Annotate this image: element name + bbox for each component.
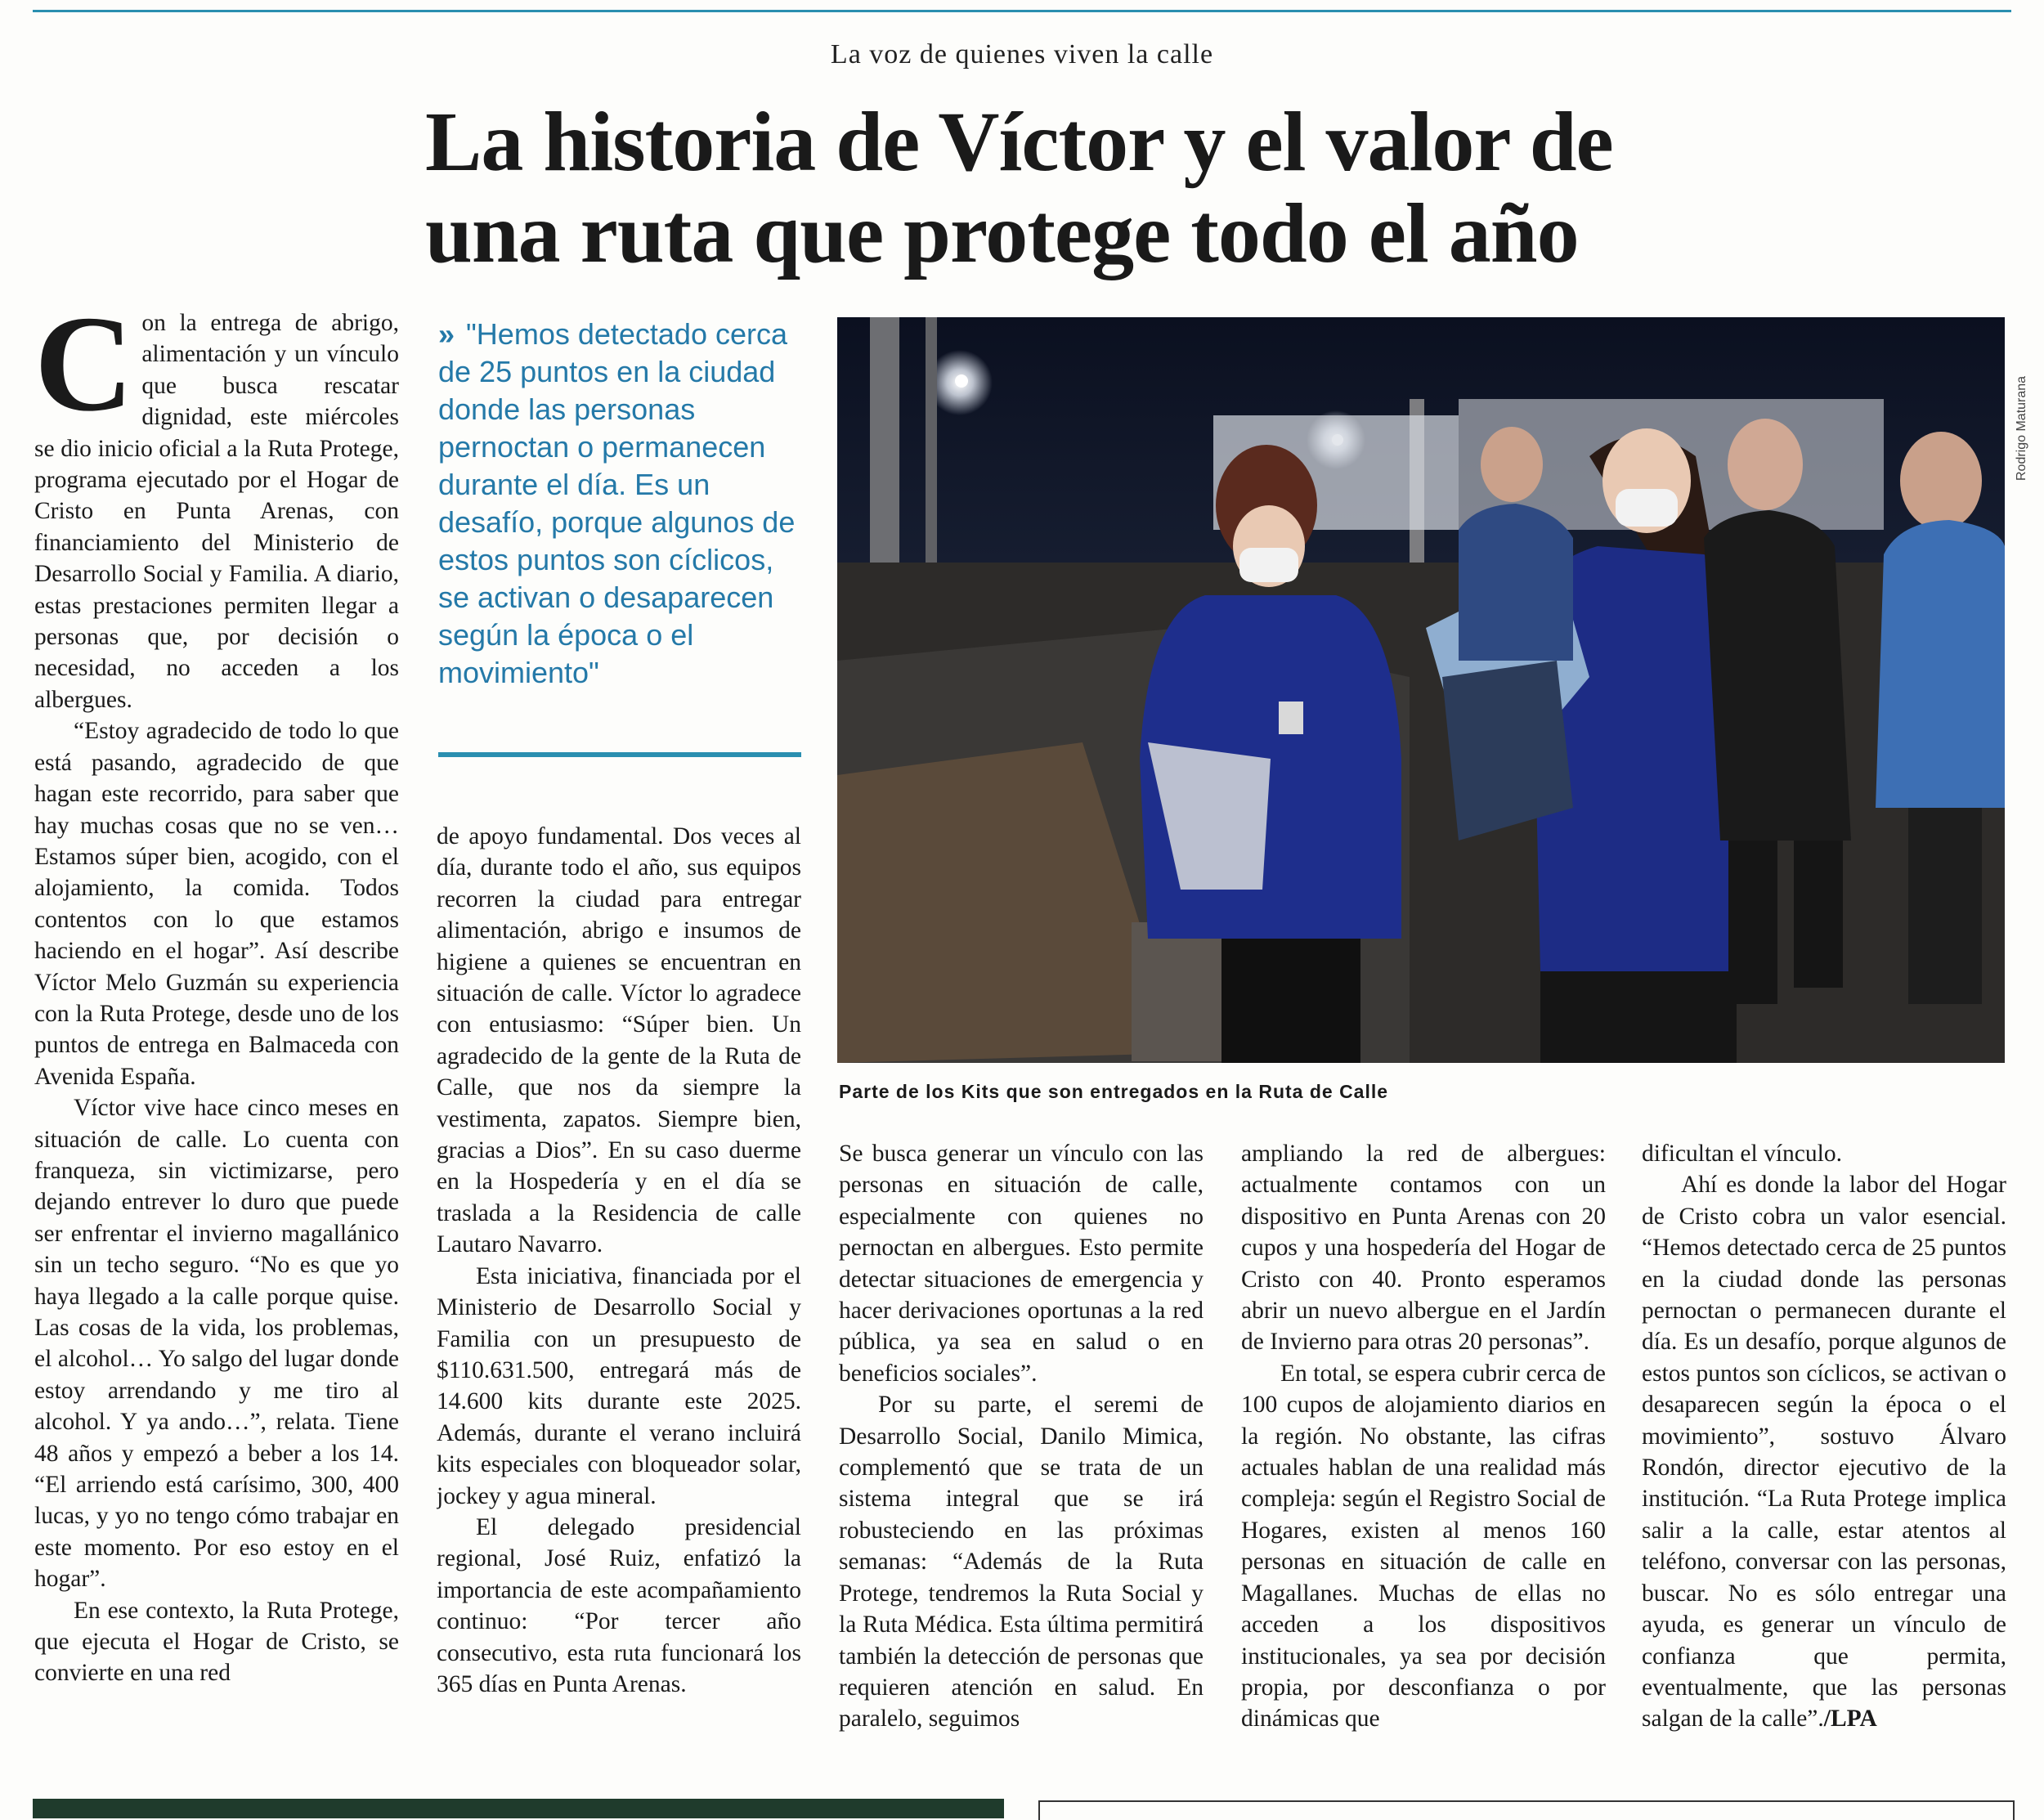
headline-line-1: La historia de Víctor y el valor de xyxy=(425,95,1613,189)
column-1 xyxy=(34,307,399,1771)
col5-paragraph-2-text: Ahí es donde la labor del Hogar de Cristo cobra un valor esencial. “Hemos detectado cerca de 25 puntos en la ciudad donde las personas pernoctan o permanecen durante el día. Es un desafío, porque algunos de estos puntos son cíclicos, se activan o desaparecen según la época o el movimiento”, sostuvo Álvaro Rondón, director ejecutivo de la institución. “La Ruta Protege implica salir a la calle, estar atentos al teléfono, conversar con las personas, buscar. No es sólo entregar una ayuda, es generar un vínculo de confianza que permita, eventualmente, que las personas salgan de la calle”. xyxy=(1642,1172,2006,1733)
photo-credit: Rodrigo Maturana xyxy=(2015,375,2028,481)
col2-paragraph-2: Esta iniciativa, financiada por el Ministerio de Desarrollo Social y Familia con un presupuesto de $110.631.500, entregará más de 14.600 kits durante este 2025. Además, durante el verano incluirá kits especiales con bloqueador solar, jockey y agua mineral. xyxy=(437,1262,801,1509)
kicker: La voz de quienes viven la calle xyxy=(830,39,1214,69)
col1-paragraph-3: Víctor vive hace cinco meses en situación de calle. Lo cuenta con franqueza, sin victimizarse, pero dejando entrever lo duro que puede ser enfrentar el invierno magallánico sin un techo seguro. “No es que yo haya llegado a la calle porque quise. Las cosas de la vida, los problemas, el alcohol… Yo salgo del lugar donde estoy arrendando y me tiro al alcohol. Y ya ando…”, relata. Tiene 48 años y empezó a beber a los 14. “El arriendo está carísimo, 300, 400 lucas, y yo no tengo cómo trabajar en este momento. Por eso estoy en el hogar”. xyxy=(34,1095,399,1593)
col2-paragraph-3: El delegado presidencial regional, José Ruiz, enfatizó la importancia de este acompañamiento continuo: “Por tercer año consecutivo, esta ruta funcionará los 365 días en Punta Arenas. xyxy=(437,1513,801,1697)
col3-paragraph-2: Por su parte, el seremi de Desarrollo Social, Danilo Mimica, complementó que se trata de un sistema integral que se irá robusteciendo en las próximas semanas: “Además de la Ruta Protege, tendremos la Ruta Social y la Ruta Médica. Esta última permitirá también la detección de personas que requieren atención en salud. En paralelo, seguimos xyxy=(839,1392,1204,1733)
column-3 xyxy=(839,1138,1204,1774)
col4-paragraph-1: ampliando la red de albergues: actualmente contamos con un dispositivo en Punta Arenas con 20 cupos y una hospedería del Hogar de Cristo con 40. Pronto esperamos abrir un nuevo albergue en el Jardín de Invierno para otras 20 personas”. xyxy=(1241,1141,1606,1356)
top-rule xyxy=(33,0,2011,12)
col1-paragraph-1-text: on la entrega de abrigo, alimentación y un vínculo que busca rescatar dignidad, este miércoles se dio inicio oficial a la Ruta Protege, programa ejecutado por el Hogar de Cristo en Punta Arenas, con financiamiento del Ministerio de Desarrollo Social y Familia. A diario, estas prestaciones permiten llegar a personas que, por decisión o necesidad, no acceden a los albergues. xyxy=(34,310,399,713)
column-4 xyxy=(1241,1138,1606,1774)
col1-paragraph-2: “Estoy agradecido de todo lo que está pasando, agradecido de que hagan este recorrido, para saber que hay muchas cosas que no se ven… Estamos súper bien, acogido, con el alojamiento, la comida. Todos contentos con lo que estamos haciendo en el hogar”. Así describe Víctor Melo Guzmán su experiencia con la Ruta Protege, desde uno de los puntos de entrega en Balmaceda con Avenida España. xyxy=(34,718,399,1090)
pull-quote-rule xyxy=(438,752,801,757)
headline xyxy=(425,96,1652,280)
col1-paragraph-1 xyxy=(34,307,399,715)
headline-line-2: una ruta que protege todo el año xyxy=(425,186,1579,280)
col1-paragraph-4: En ese contexto, la Ruta Protege, que ejecuta el Hogar de Cristo, se convierte en una red xyxy=(34,1597,399,1687)
pull-quote xyxy=(438,316,798,692)
signature: /LPA xyxy=(1823,1706,1877,1733)
footer-ad-right xyxy=(1038,1800,2015,1820)
footer-ad-left xyxy=(33,1799,1004,1818)
photo-caption: Parte de los Kits que son entregados en la Ruta de Calle xyxy=(839,1081,1389,1102)
col3-paragraph-1: Se busca generar un vínculo con las personas en situación de calle, especialmente con quienes no pernoctan en albergues. Esto permite detectar situaciones de emergencia y hacer derivaciones oportunas a la red pública, ya sea en salud o en beneficios sociales”. xyxy=(839,1141,1204,1387)
pull-quote-text: "Hemos detectado cerca de 25 puntos en la ciudad donde las personas pernoctan o permanecen durante el día. Es un desafío, porque algunos de estos puntos son cíclicos, se activan o desaparecen según la época o el movimiento" xyxy=(438,317,796,689)
column-2 xyxy=(437,821,801,1774)
photo-illustration xyxy=(837,317,2005,1063)
news-photo xyxy=(837,317,2005,1063)
col2-paragraph-1: de apoyo fundamental. Dos veces al día, durante todo el año, sus equipos recorren la ciudad para entregar alimentación, abrigo e insumos de higiene a quienes se encuentran en situación de calle. Víctor lo agradece con entusiasmo: “Súper bien. Un agradecido de la gente de la Ruta de Calle, que nos da siempre la vestimenta, zapatos. Siempre bien, gracias a Dios”. En su caso duerme en la Hospedería y en el día se traslada a la Residencia de calle Lautaro Navarro. xyxy=(437,823,801,1258)
col5-paragraph-2 xyxy=(1642,1169,2006,1734)
chevron-right-icon: » xyxy=(438,317,455,351)
column-5 xyxy=(1642,1138,2006,1774)
col5-paragraph-1: dificultan el vínculo. xyxy=(1642,1141,1842,1167)
dropcap: C xyxy=(34,307,134,440)
col4-paragraph-2: En total, se espera cubrir cerca de 100 cupos de alojamiento diarios en la región. No obstante, las cifras actuales hablan de una realidad más compleja: según el Registro Social de Hogares, existen al menos 160 personas en situación de calle en Magallanes. Muchas de ellas no acceden a los dispositivos institucionales, ya sea por decisión propia, por desconfianza o por dinámicas que xyxy=(1241,1360,1606,1733)
